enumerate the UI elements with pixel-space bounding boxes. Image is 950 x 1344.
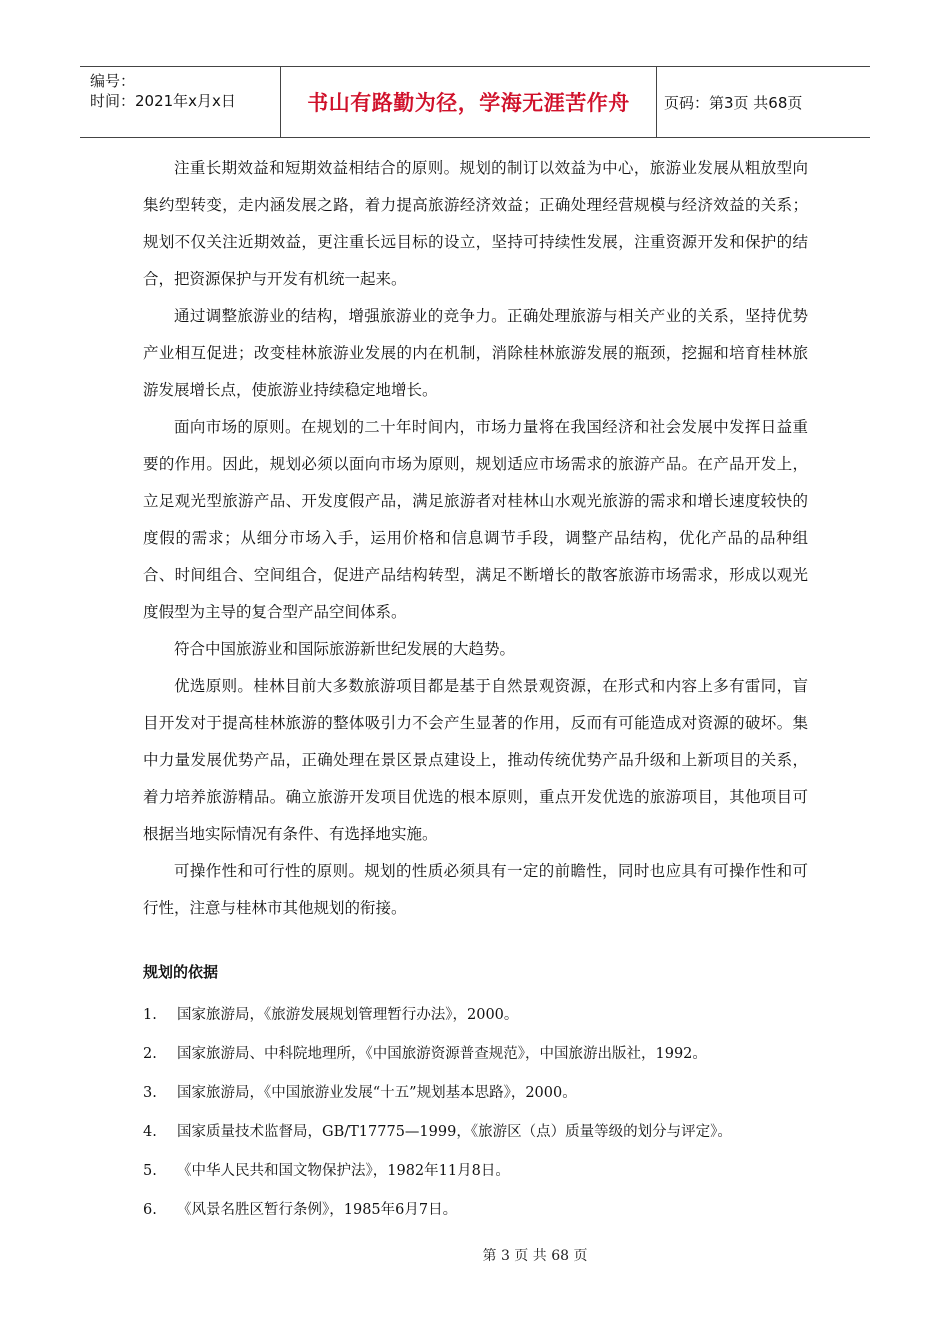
- paragraph: 可操作性和可行性的原则。规划的性质必须具有一定的前瞻性，同时也应具有可操作性和可行性，注意与桂林市其他规划的衔接。: [143, 862, 808, 917]
- reference-item: [143, 1191, 808, 1230]
- paragraph: 符合中国旅游业和国际旅游新世纪发展的大趋势。: [174, 640, 516, 658]
- page-header: [80, 66, 870, 138]
- document-date: 时间：2021年x月x日: [90, 92, 236, 110]
- reference-number: 3.: [143, 1085, 157, 1101]
- reference-text: 国家旅游局，《中国旅游业发展“十五”规划基本思路》，2000。: [177, 1085, 577, 1101]
- reference-text: 国家质量技术监督局，GB/T17775—1999，《旅游区（点）质量等级的划分与评定》。: [177, 1124, 732, 1140]
- paragraph: 通过调整旅游业的结构，增强旅游业的竞争力。正确处理旅游与相关产业的关系，坚持优势产业相互促进；改变桂林旅游业发展的内在机制，消除桂林旅游发展的瓶颈，挖掘和培育桂林旅游发展增长点，使旅游业持续稳定地增长。: [143, 307, 808, 399]
- paragraph: 面向市场的原则。在规划的二十年时间内，市场力量将在我国经济和社会发展中发挥日益重要的作用。因此，规划必须以面向市场为原则，规划适应市场需求的旅游产品。在产品开发上，立足观光型旅游产品、开发度假产品，满足旅游者对桂林山水观光旅游的需求和增长速度较快的度假的需求；从细分市场入手，运用价格和信息调节手段，调整产品结构，优化产品的品种组合、时间组合、空间组合，促进产品结构转型，满足不断增长的散客旅游市场需求，形成以观光度假型为主导的复合型产品空间体系。: [143, 418, 808, 621]
- paragraph: 注重长期效益和短期效益相结合的原则。规划的制订以效益为中心，旅游业发展从粗放型向集约型转变，走内涵发展之路，着力提高旅游经济效益；正确处理经营规模与经济效益的关系；规划不仅关注近期效益，更注重长远目标的设立，坚持可持续性发展，注重资源开发和保护的结合，把资源保护与开发有机统一起来。: [143, 159, 808, 288]
- document-body: [143, 150, 808, 1230]
- reference-item: [143, 996, 808, 1035]
- footer-page-number: 第 3 页 共 68 页: [482, 1248, 588, 1264]
- reference-item: [143, 1035, 808, 1074]
- section-heading: 规划的依据: [143, 963, 219, 981]
- reference-item: [143, 1074, 808, 1113]
- header-motto: 书山有路勤为径，学海无涯苦作舟: [280, 67, 657, 137]
- reference-number: 2.: [143, 1046, 157, 1062]
- page-footer: [0, 1245, 950, 1265]
- header-meta: [80, 67, 280, 137]
- reference-list: [143, 996, 808, 1230]
- reference-text: 国家旅游局、中科院地理所，《中国旅游资源普查规范》，中国旅游出版社，1992。: [177, 1046, 707, 1062]
- paragraph: 优选原则。桂林目前大多数旅游项目都是基于自然景观资源，在形式和内容上多有雷同，盲目开发对于提高桂林旅游的整体吸引力不会产生显著的作用，反而有可能造成对资源的破坏。集中力量发展优势产品，正确处理在景区景点建设上，推动传统优势产品升级和上新项目的关系，着力培养旅游精品。确立旅游开发项目优选的根本原则，重点开发优选的旅游项目，其他项目可根据当地实际情况有条件、有选择地实施。: [143, 677, 808, 843]
- reference-text: 国家旅游局，《旅游发展规划管理暂行办法》，2000。: [177, 1007, 519, 1023]
- reference-number: 6.: [143, 1202, 157, 1218]
- reference-number: 1.: [143, 1007, 157, 1023]
- reference-number: 5.: [143, 1163, 157, 1179]
- reference-text: 《中华人民共和国文物保护法》，1982年11月8日。: [177, 1163, 510, 1179]
- header-page-info: 页码：第3页 共68页: [664, 93, 803, 112]
- reference-item: [143, 1113, 808, 1152]
- reference-text: 《风景名胜区暂行条例》，1985年6月7日。: [177, 1202, 458, 1218]
- document-code-label: 编号：: [90, 72, 136, 90]
- reference-item: [143, 1152, 808, 1191]
- reference-number: 4.: [143, 1124, 157, 1140]
